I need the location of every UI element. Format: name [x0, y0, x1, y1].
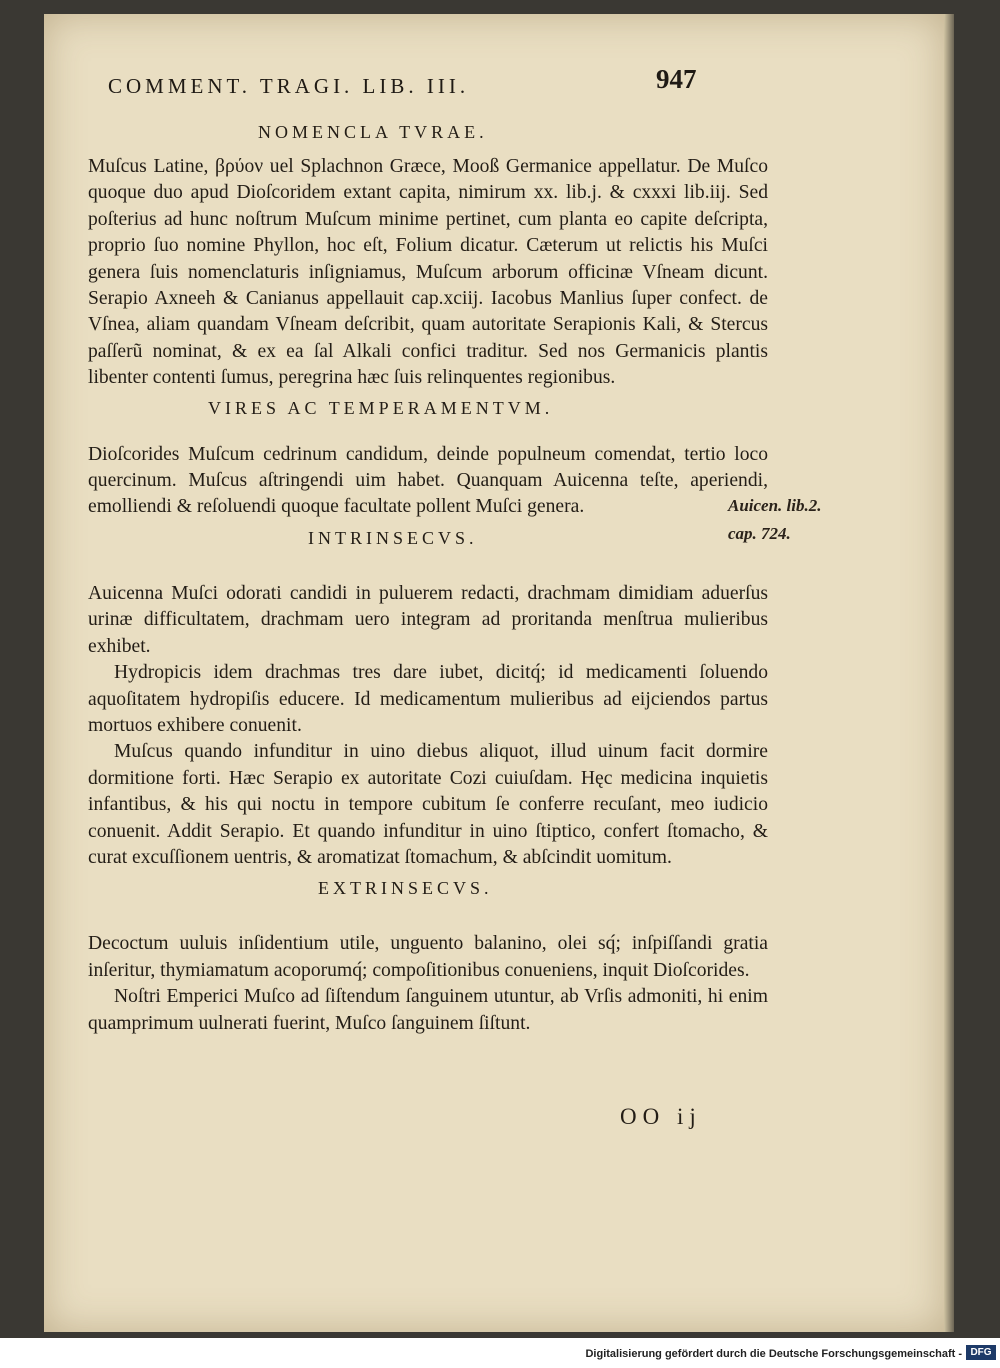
page-edge — [944, 14, 954, 1332]
page-header — [108, 60, 708, 100]
heading-nomenclaturae: NOMENCLA TVRAE. — [258, 122, 488, 142]
dfg-logo: DFG — [966, 1345, 996, 1360]
main-text — [88, 118, 768, 1037]
paragraph-nomenclaturae: Muſcus Latine, βρύον uel Splachnon Græce, Mooß Germanice appellatur. De Muſco quoque duo apud Dioſcoridem extant capita, nimirum xx. lib.j. & cxxxi lib.iij. Sed poſterius ad hunc noſtrum Muſcum minime pertinet, cum planta eo capite deſcripta, proprio ſuo nomine Phyllon, hoc eſt, Folium dicatur. Cæterum ut relictis his Muſci genera ſuis nomenclaturis inſigniamus, Muſcum arborum officinæ Vſneam dicunt. Serapio Axneeh & Canianus appellauit cap.xciij. Iacobus Manlius ſuper confect. de Vſnea, aliam quandam Vſneam deſcribit, quam autoritate Serapionis Kali, & Stercus paſſerũ nominat, & ex ea ſal Alkali confici traditur. Sed nos Germanicis plantis libenter contenti ſumus, peregrina hæc ſuis relinquentes regionibus. — [88, 156, 768, 389]
heading-vires: VIRES AC TEMPERAMENTVM. — [208, 397, 554, 418]
paragraph-intrinsecus-3: Muſcus quando infunditur in uino diebus aliquot, illud uinum facit dormire dormitione forti. Hæc Serapio ex autoritate Cozi cuiuſdam. Hęc medicina inquietis infantibus, & his qui noctu in tempore cubitum ſe conferre recuſant, meo iudicio conuenit. Addit Serapio. Et quando infunditur in uino ſtiptico, confert ſtomacho, & curat excuſſionem uentris, & aromatizat ſtomachum, & abſcindit uomitum. — [88, 741, 768, 868]
paragraph-intrinsecus-1: Auicenna Muſci odorati candidi in puluerem redacti, drachmam dimidiam aduerſus urinæ difficultatem, drachmam uero integram ad proritanda menſtrua mulieribus exhibet. — [88, 582, 768, 657]
marginal-note-line-2: cap. 724. — [728, 524, 791, 543]
running-title: COMMENT. TRAGI. LIB. III. — [108, 74, 470, 98]
signature-mark: OO ij — [620, 1104, 702, 1129]
heading-intrinsecus: INTRINSECVS. — [308, 527, 478, 548]
page-number: 947 — [656, 64, 697, 94]
footer-credit: Digitalisierung gefördert durch die Deutsche Forschungsgemeinschaft - — [585, 1348, 962, 1360]
marginal-note — [728, 492, 838, 548]
heading-extrinsecus: EXTRINSECVS. — [318, 878, 493, 899]
footer-bar — [0, 1338, 1000, 1368]
paragraph-intrinsecus-2: Hydropicis idem drachmas tres dare iubet, dicitq́; id medicamenti ſoluendo aquoſitatem hydropiſis educere. Id medicamentum mulieribus ad eijciendos partus mortuos exhibere conuenit. — [88, 662, 768, 736]
paragraph-vires: Dioſcorides Muſcum cedrinum candidum, deinde populneum comendat, tertio loco quercinum. Muſcus aſtringendi uim habet. Quanquam Auicenna teſte, aperiendi, emolliendi & reſoluendi quoque facultate pollent Muſci genera. — [88, 443, 768, 518]
paragraph-extrinsecus-2: Noſtri Emperici Muſco ad ſiſtendum ſanguinem utuntur, ab Vrſis admoniti, hi enim quamprimum uulnerati fuerint, Muſco ſanguinem ſiſtunt. — [88, 986, 768, 1034]
marginal-note-line-1: Auicen. lib.2. — [728, 496, 822, 515]
paragraph-extrinsecus-1: Decoctum uuluis inſidentium utile, unguento balanino, olei sq́; inſpiſſandi gratia inſeritur, thymiamatum acoporumq́; compoſitionibus conueniens, inquit Dioſcorides. — [88, 933, 768, 981]
